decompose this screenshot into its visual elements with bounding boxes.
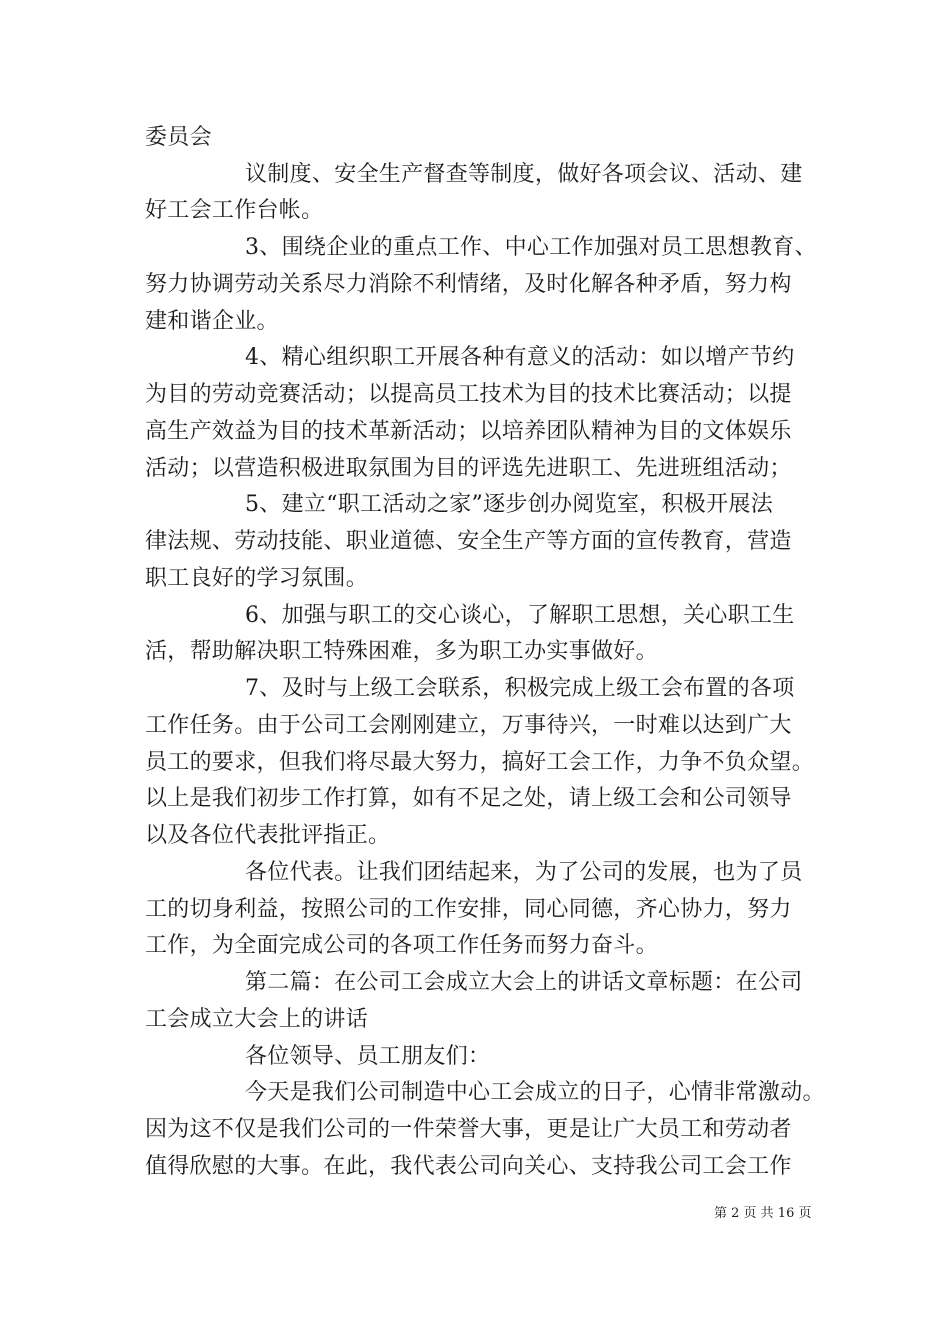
salutation: 各位领导、员工朋友们： [245,1044,491,1069]
text-line: 各位代表。让我们团结起来，为了公司的发展，也为了员 [245,860,803,885]
text-line: 努力协调劳动关系尽力消除不利情绪，及时化解各种矛盾，努力构 [145,272,792,297]
text-line: 议制度、安全生产督查等制度，做好各项会议、活动、建 [245,162,803,187]
text-line: 因为这不仅是我们公司的一件荣誉大事，更是让广大员工和劳动者 [145,1117,792,1142]
text-line: 活，帮助解决职工特殊困难，多为职工办实事做好。 [145,639,658,664]
section-heading: 工会成立大会上的讲话 [145,1007,369,1032]
page-number: 第 2 页 共 16 页 [714,1206,812,1221]
text-line: 工作，为全面完成公司的各项工作任务而努力奋斗。 [145,933,658,958]
text-line: 员工的要求，但我们将尽最大努力，搞好工会工作，力争不负众望。 [145,750,815,775]
text-line: 委员会 [145,125,212,150]
text-line: 6、加强与职工的交心谈心，了解职工思想，关心职工生 [245,603,795,628]
text-line: 以及各位代表批评指正。 [145,823,391,848]
text-line: 职工良好的学习氛围。 [145,566,369,591]
text-line: 高生产效益为目的技术革新活动；以培养团队精神为目的文体娱乐 [145,419,792,444]
text-line: 工作任务。由于公司工会刚刚建立，万事待兴，一时难以达到广大 [145,713,792,738]
text-line: 律法规、劳动技能、职业道德、安全生产等方面的宣传教育，营造 [145,529,792,554]
text-line: 以上是我们初步工作打算，如有不足之处，请上级工会和公司领导 [145,786,792,811]
text-line: 活动；以营造积极进取氛围为目的评选先进职工、先进班组活动； [145,456,792,481]
text-line: 4、精心组织职工开展各种有意义的活动：如以增产节约 [245,345,795,370]
text-line: 今天是我们公司制造中心工会成立的日子，心情非常激动。 [245,1080,825,1105]
text-line: 7、及时与上级工会联系，积极完成上级工会布置的各项 [245,676,795,701]
text-line: 建和谐企业。 [145,309,279,334]
text-line: 为目的劳动竞赛活动；以提高员工技术为目的技术比赛活动；以提 [145,382,792,407]
text-line: 5、建立“职工活动之家”逐步创办阅览室，积极开展法 [245,492,773,517]
text-line: 值得欣慰的大事。在此，我代表公司向关心、支持我公司工会工作 [145,1154,792,1179]
text-line: 好工会工作台帐。 [145,198,324,223]
text-line: 3、围绕企业的重点工作、中心工作加强对员工思想教育、 [245,235,817,260]
section-heading: 第二篇：在公司工会成立大会上的讲话文章标题：在公司 [245,970,803,995]
text-line: 工的切身利益，按照公司的工作安排，同心同德，齐心协力，努力 [145,897,792,922]
